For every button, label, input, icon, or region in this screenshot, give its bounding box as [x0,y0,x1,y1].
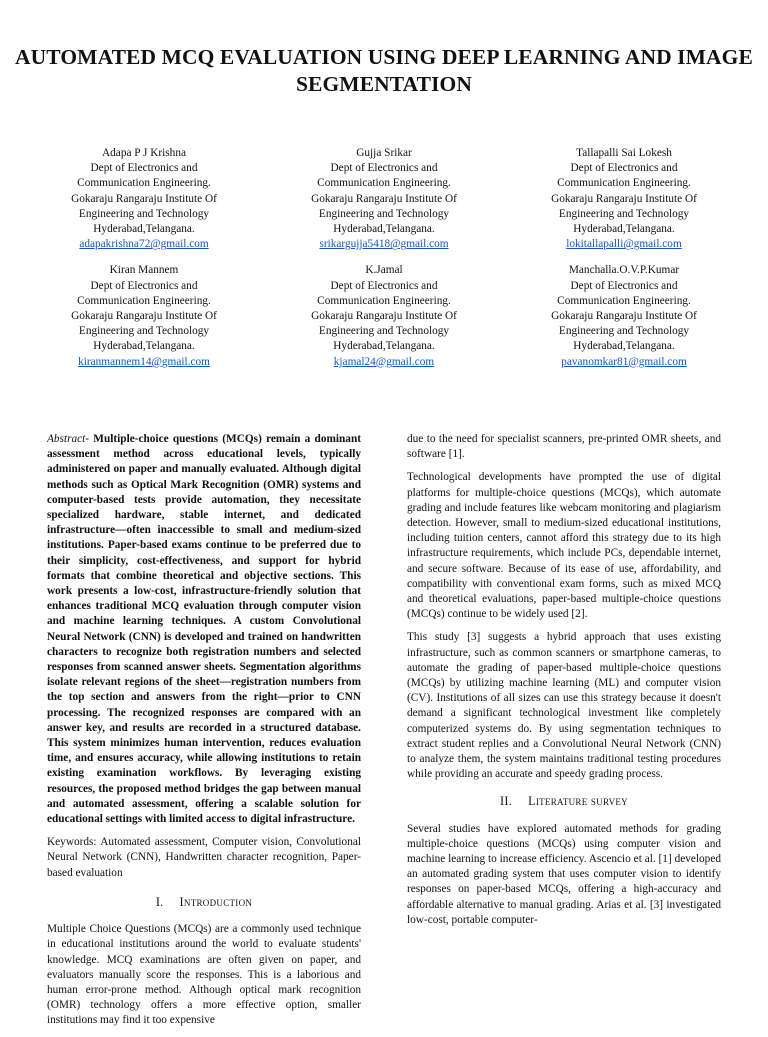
abstract-label: Abstract- [47,433,90,445]
section-number: II. [500,794,513,809]
author-email-link[interactable]: lokitallapalli@gmail.com [566,238,682,251]
author-institute: Engineering and Technology [558,325,690,338]
author-dept: Dept of Electronics and [330,162,438,175]
author-name: Kiran Mannem [109,264,179,277]
author-email-link[interactable]: srikargujja5418@gmail.com [319,238,449,251]
author-dept: Dept of Electronics and [570,162,678,175]
keywords: Keywords: Automated assessment, Computer vision, Convolutional Neural Network (CNN), Handwritten character recognition, Paper-based evaluation [47,836,361,879]
author-dept: Communication Engineering. [77,294,211,307]
author-institute: Gokaraju Rangaraju Institute Of [551,192,697,205]
author-institute: Gokaraju Rangaraju Institute Of [551,310,697,323]
abstract-text: Multiple-choice questions (MCQs) remain a dominant assessment method across educational levels, typically administered on paper and manually evaluated. Although digital methods such as Optical Mark Recognition (OMR) systems and computer-based tests provide automation, they necessitate specialized hardware, stable internet, and dedicated infrastructure—often inaccessible to small and medium-sized institutions. Paper-based exams continue to be preferred due to their simplicity, cost-effectiveness, and support for hybrid formats that combine theoretical and objective sections. This work presents a low-cost, infrastructure-friendly solution that enhances traditional MCQ evaluation through computer vision and machine learning techniques. A custom Convolutional Neural Network (CNN) is developed and trained on handwritten characters to recognize both registration numbers and selected responses from scanned answer sheets. Segmentation algorithms isolate relevant regions of the sheet—registration numbers from the top section and answers from the right—prior to CNN processing. The recognized responses are compared with an answer key, and results are recorded in a structured database. This system minimizes human intervention, reduces evaluation time, and ensures accuracy, while allowing institutions to retain existing examination workflows. By leveraging existing resources, the proposed method bridges the gap between manual and automated assessment, offering a scalable solution for educational settings with limited access to digital infrastructure. [47,433,361,826]
author-institute: Gokaraju Rangaraju Institute Of [311,310,457,323]
author-name: Gujja Srikar [356,147,412,159]
intro-paragraph: Technological developments have prompted the use of digital platforms for multiple-choice questions (MCQs), which automate grading and include features like webcam monitoring and plagiarism detection. However, small to medium-sized educational institutions, including tuition centers, cannot afford this strategy due to its high infrastructure requirements, which include PCs, dependable internet, and secure software. Because of its ease of use, affordability, and compatibility with conventional exam forms, such as mixed MCQ and theoretical evaluations, paper-based multiple-choice questions (MCQs) continue to be widely used [2]. [407,471,721,621]
author-dept: Communication Engineering. [77,177,211,190]
author-card [24,146,264,252]
section-heading-introduction [47,895,361,910]
author-row-1 [24,146,744,252]
section-number: I. [155,894,164,909]
author-email-link[interactable]: kiranmannem14@gmail.com [78,355,210,368]
author-dept: Communication Engineering. [557,177,691,190]
author-city: Hyderabad,Telangana. [93,223,195,236]
author-dept: Communication Engineering. [557,294,691,307]
author-city: Hyderabad,Telangana. [333,340,435,353]
author-institute: Engineering and Technology [78,325,210,338]
paper-title: AUTOMATED MCQ EVALUATION USING DEEP LEARNING AND IMAGE SEGMENTATION [15,45,753,96]
author-name: K.Jamal [365,264,403,277]
author-institute: Engineering and Technology [318,207,450,220]
author-email-link[interactable]: pavanomkar81@gmail.com [561,355,687,368]
author-dept: Communication Engineering. [317,177,451,190]
intro-paragraph-continued: due to the need for specialist scanners, pre-printed OMR sheets, and software [1]. [407,433,721,461]
left-column [47,432,361,1037]
author-city: Hyderabad,Telangana. [333,223,435,236]
author-institute: Gokaraju Rangaraju Institute Of [71,310,217,323]
author-dept: Dept of Electronics and [570,279,678,292]
right-column [407,432,721,936]
author-card [24,263,264,369]
author-card [504,263,744,369]
author-card [504,146,744,252]
author-dept: Dept of Electronics and [90,279,198,292]
author-institute: Gokaraju Rangaraju Institute Of [311,192,457,205]
author-city: Hyderabad,Telangana. [573,223,675,236]
author-dept: Communication Engineering. [317,294,451,307]
author-email-link[interactable]: adapakrishna72@gmail.com [79,238,209,251]
author-row-2 [24,263,744,369]
author-dept: Dept of Electronics and [330,279,438,292]
author-city: Hyderabad,Telangana. [93,340,195,353]
section-title: Literature survey [528,794,628,809]
author-institute: Engineering and Technology [558,207,690,220]
author-institute: Gokaraju Rangaraju Institute Of [71,192,217,205]
literature-paragraph: Several studies have explored automated methods for grading multiple-choice questions (MCQs) using computer vision and machine learning to increase efficiency. Ascencio et al. [1] developed an automated grading system that uses computer vision to identify responses on paper-based MCQs, offering a high-accuracy and affordable alternative to manual grading. Arias et al. [3] investigated low-cost, portable computer- [407,822,721,926]
author-dept: Dept of Electronics and [90,162,198,175]
author-email-link[interactable]: kjamal24@gmail.com [333,355,435,368]
author-card [264,263,504,369]
intro-paragraph: Multiple Choice Questions (MCQs) are a commonly used technique in educational institutions around the world to evaluate students' knowledge. MCQ examinations are often given on paper, and evaluators manually score the responses. This is a laborious and human error-prone method. Although optical mark recognition (OMR) technology offers a more effective option, smaller institutions may find it too expensive [47,923,361,1027]
author-institute: Engineering and Technology [78,207,210,220]
abstract [47,432,361,827]
author-name: Tallapalli Sai Lokesh [576,147,672,159]
author-block [24,146,744,370]
author-card [264,146,504,252]
author-institute: Engineering and Technology [318,325,450,338]
author-city: Hyderabad,Telangana. [573,340,675,353]
author-name: Adapa P J Krishna [102,147,186,159]
section-heading-literature-survey [407,794,721,809]
section-title: Introduction [179,894,253,909]
author-name: Manchalla.O.V.P.Kumar [568,264,680,277]
intro-paragraph: This study [3] suggests a hybrid approach that uses existing infrastructure, such as common scanners or smartphone cameras, to automate the grading of paper-based multiple-choice questions (MCQs) by utilizing machine learning (ML) and computer vision (CV). Institutions of all sizes can use this strategy because it doesn't demand a significant technological investment like completely computerized systems do. By using segmentation techniques to extract student replies and a Convolutional Neural Network (CNN) to analyze them, the system maintains traditional testing procedures while providing an accurate and speedy grading process. [407,631,721,781]
